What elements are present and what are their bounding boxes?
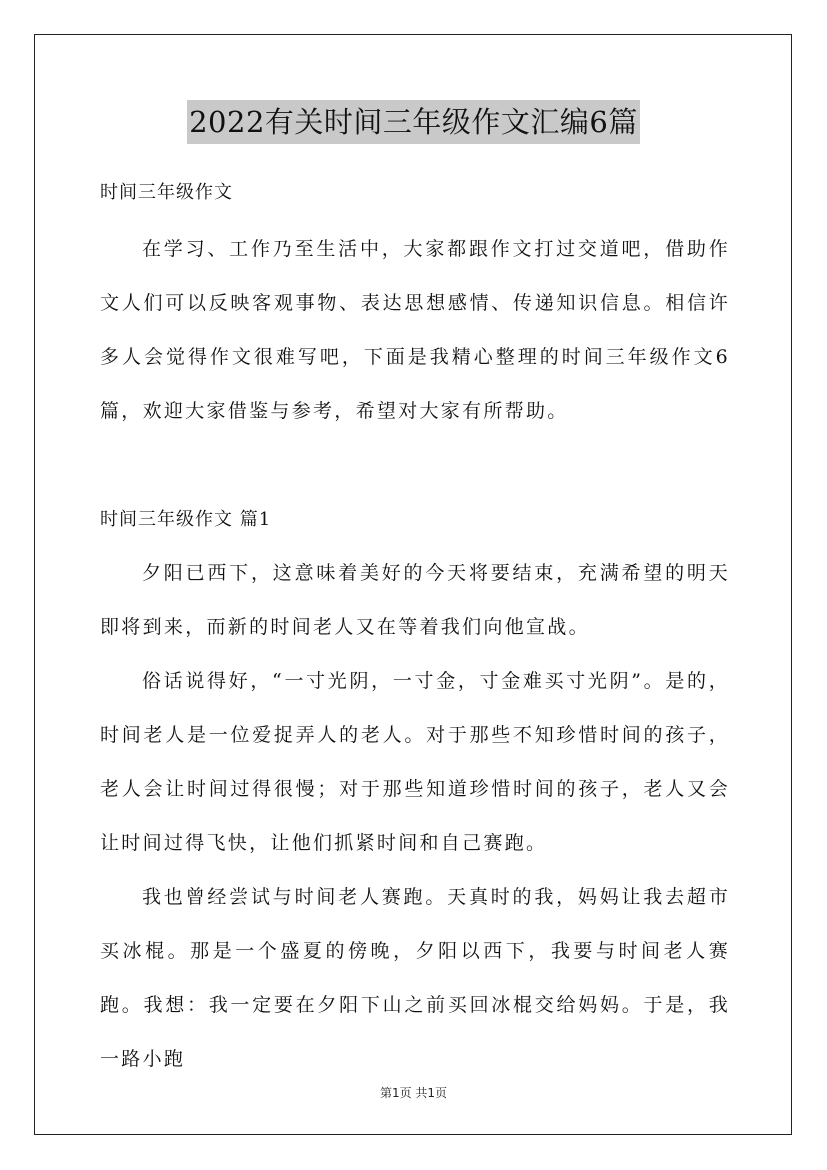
body-paragraph-1: 夕阳已西下，这意味着美好的今天将要结束，充满希望的明天即将到来，而新的时间老人又在等着我们向他宣战。 bbox=[100, 562, 730, 638]
intro-paragraph: 在学习、工作乃至生活中，大家都跟作文打过交道吧，借助作文人们可以反映客观事物、表达思想感情、传递知识信息。相信许多人会觉得作文很难写吧，下面是我精心整理的时间三年级作文6篇，欢迎大家借鉴与参考，希望对大家有所帮助。 bbox=[100, 238, 730, 422]
body-paragraph-2: 俗话说得好，“一寸光阴，一寸金，寸金难买寸光阴”。是的，时间老人是一位爱捉弄人的老人。对于那些不知珍惜时间的孩子，老人会让时间过得很慢；对于那些知道珍惜时间的孩子，老人又会让时间过得飞快，让他们抓紧时间和自己赛跑。 bbox=[100, 670, 730, 854]
page-footer: 第1页 共1页 bbox=[379, 1086, 448, 1100]
section-heading: 时间三年级作文 篇1 bbox=[100, 509, 272, 530]
intro-heading: 时间三年级作文 bbox=[100, 182, 233, 203]
body-paragraph-3: 我也曾经尝试与时间老人赛跑。天真时的我，妈妈让我去超市买冰棍。那是一个盛夏的傍晚，夕阳以西下，我要与时间老人赛跑。我想：我一定要在夕阳下山之前买回冰棍交给妈妈。于是，我一路小跑 bbox=[100, 886, 730, 1070]
document-title: 2022有关时间三年级作文汇编6篇 bbox=[187, 100, 640, 144]
title-container bbox=[0, 100, 827, 144]
